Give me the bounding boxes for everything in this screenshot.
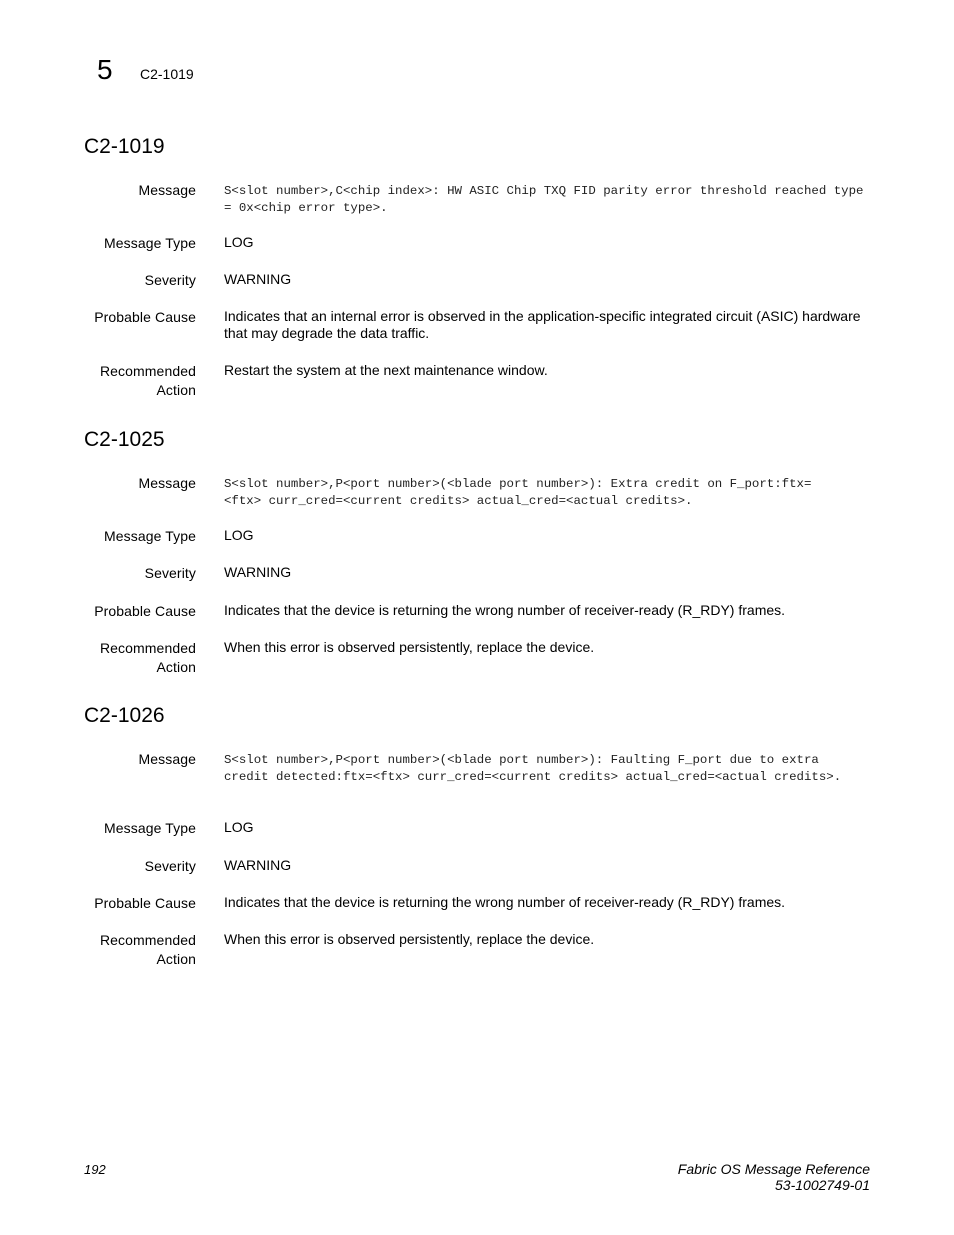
message-text: S<slot number>,C<chip index>: HW ASIC Chip TXQ FID parity error threshold reached type = 0x<chip error type>. xyxy=(224,184,864,215)
recommended-label-line2: Action xyxy=(156,951,196,967)
severity-value: WARNING xyxy=(224,564,292,580)
message-label: Message xyxy=(138,182,196,198)
message-type-label: Message Type xyxy=(104,528,196,544)
recommended-action-text: Restart the system at the next maintenance window. xyxy=(224,362,548,378)
severity-value: WARNING xyxy=(224,857,292,873)
document-info xyxy=(678,1161,870,1193)
message-type-value: LOG xyxy=(224,234,254,250)
entry-title: C2-1026 xyxy=(84,704,165,727)
severity-label: Severity xyxy=(144,858,196,874)
page-number: 192 xyxy=(84,1162,106,1177)
probable-cause-label: Probable Cause xyxy=(94,895,196,911)
recommended-action-text: When this error is observed persistently, replace the device. xyxy=(224,639,595,655)
recommended-action-text: When this error is observed persistently, replace the device. xyxy=(224,931,595,947)
severity-label: Severity xyxy=(144,272,196,288)
message-type-value: LOG xyxy=(224,527,254,543)
message-text: S<slot number>,P<port number>(<blade port number>): Extra credit on F_port:ftx=<ftx> curr_cred=<current credits> actual_cred=<actual credits>. xyxy=(224,477,812,508)
severity-label: Severity xyxy=(144,565,196,581)
probable-cause-label: Probable Cause xyxy=(94,309,196,325)
message-text: S<slot number>,P<port number>(<blade port number>): Faulting F_port due to extra credit detected:ftx=<ftx> curr_cred=<current credits> actual_cred=<actual credits>. xyxy=(224,753,842,784)
recommended-label-line2: Action xyxy=(156,382,196,398)
probable-cause-label: Probable Cause xyxy=(94,603,196,619)
probable-cause-text: Indicates that the device is returning the wrong number of receiver-ready (R_RDY) frames. xyxy=(224,602,786,618)
recommended-action-label xyxy=(36,931,196,969)
recommended-label-line1: Recommended xyxy=(99,363,196,379)
message-type-label: Message Type xyxy=(104,235,196,251)
entry-title: C2-1025 xyxy=(84,428,165,451)
document-number: 53-1002749-01 xyxy=(775,1177,870,1193)
chapter-number: 5 xyxy=(97,54,113,85)
message-type-value: LOG xyxy=(224,819,254,835)
message-label: Message xyxy=(138,751,196,767)
message-label: Message xyxy=(138,475,196,491)
severity-value: WARNING xyxy=(224,271,292,287)
recommended-label-line1: Recommended xyxy=(99,640,196,656)
document-title: Fabric OS Message Reference xyxy=(677,1161,870,1177)
probable-cause-text: Indicates that the device is returning the wrong number of receiver-ready (R_RDY) frames. xyxy=(224,894,786,910)
running-head: C2-1019 xyxy=(140,66,194,82)
probable-cause-text: Indicates that an internal error is observed in the application-specific integrated circuit (ASIC) hardware that may degrade the data traffic. xyxy=(224,308,861,341)
entry-title: C2-1019 xyxy=(84,135,165,158)
recommended-action-label xyxy=(36,639,196,677)
message-type-label: Message Type xyxy=(104,820,196,836)
recommended-label-line2: Action xyxy=(156,659,196,675)
recommended-label-line1: Recommended xyxy=(99,932,196,948)
recommended-action-label xyxy=(36,362,196,400)
